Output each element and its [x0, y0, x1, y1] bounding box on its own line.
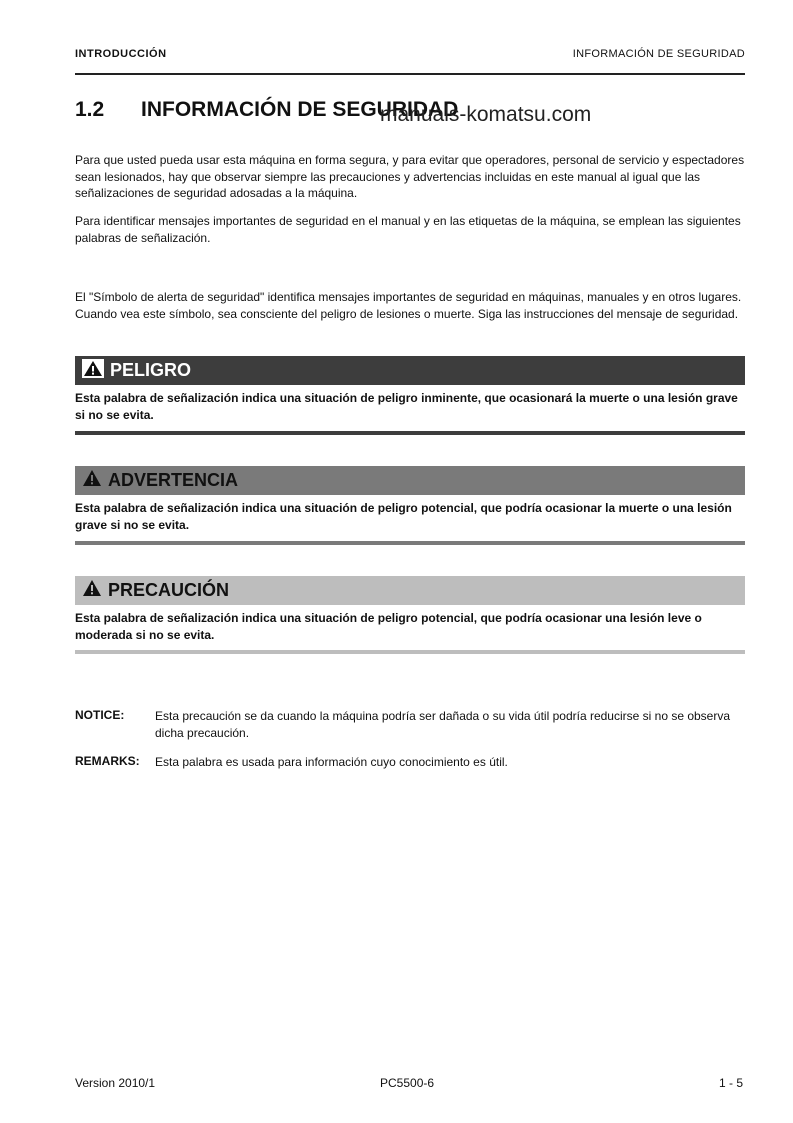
section-title: INFORMACIÓN DE SEGURIDAD	[141, 98, 459, 121]
signal-words-paragraph: Para identificar mensajes importantes de seguridad en el manual y en las etiquetas de la máquina, se emplean las siguientes palabras de señalización.	[75, 214, 741, 245]
warning-triangle-icon	[82, 579, 102, 602]
danger-label: PELIGRO	[110, 360, 192, 380]
page-number: 1 - 5	[718, 1076, 743, 1090]
warning-triangle-icon	[82, 469, 102, 492]
warning-triangle-icon	[82, 359, 104, 383]
remarks-label: REMARKS:	[75, 754, 140, 768]
caution-description: Esta palabra de señalización indica una situación de peligro potencial, que podría ocasionar una lesión leve o moderada si no se evita.	[75, 611, 702, 642]
alert-symbol-paragraph: El "Símbolo de alerta de seguridad" identifica mensajes importantes de seguridad en máquinas, manuales y en otros lugares. Cuando vea este símbolo, sea consciente del peligro de lesiones o muerte. Siga las instrucciones del mensaje de seguridad.	[75, 290, 742, 321]
intro-paragraph: Para que usted pueda usar esta máquina en forma segura, y para evitar que operadores, personal de servicio y espectadores sean lesionados, hay que observar siempre las precauciones y advertencias incluidas en este manual al igual que las señalizaciones de seguridad adosadas a la máquina.	[75, 153, 745, 200]
warning-description: Esta palabra de señalización indica una situación de peligro potencial, que podría ocasionar la muerte o una lesión grave si no se evita.	[75, 501, 732, 532]
warning-divider	[75, 541, 745, 545]
header-chapter-name: INFORMACIÓN DE SEGURIDAD	[572, 48, 745, 60]
remarks-text: Esta palabra es usada para información cuyo conocimiento es útil.	[155, 755, 508, 769]
warning-label: ADVERTENCIA	[108, 470, 239, 490]
footer-model: PC5500-6	[380, 1076, 435, 1090]
caution-banner	[75, 576, 745, 605]
notice-text: Esta precaución se da cuando la máquina podría ser dañada o su vida útil podría reducirse si no se observa dicha precaución.	[155, 709, 731, 740]
footer-version: Version 2010/1	[75, 1076, 156, 1090]
caution-label: PRECAUCIÓN	[108, 580, 230, 600]
header-divider	[75, 73, 745, 75]
danger-divider	[75, 431, 745, 435]
danger-banner	[75, 356, 745, 385]
section-number: 1.2	[75, 98, 105, 121]
caution-divider	[75, 650, 745, 654]
danger-description: Esta palabra de señalización indica una situación de peligro inminente, que ocasionará la muerte o una lesión grave si no se evita.	[75, 391, 738, 422]
warning-banner	[75, 466, 745, 495]
notice-label: NOTICE:	[75, 708, 125, 722]
watermark-text: manuals-komatsu.com	[380, 103, 592, 126]
header-section-name: INTRODUCCIÓN	[75, 48, 167, 60]
